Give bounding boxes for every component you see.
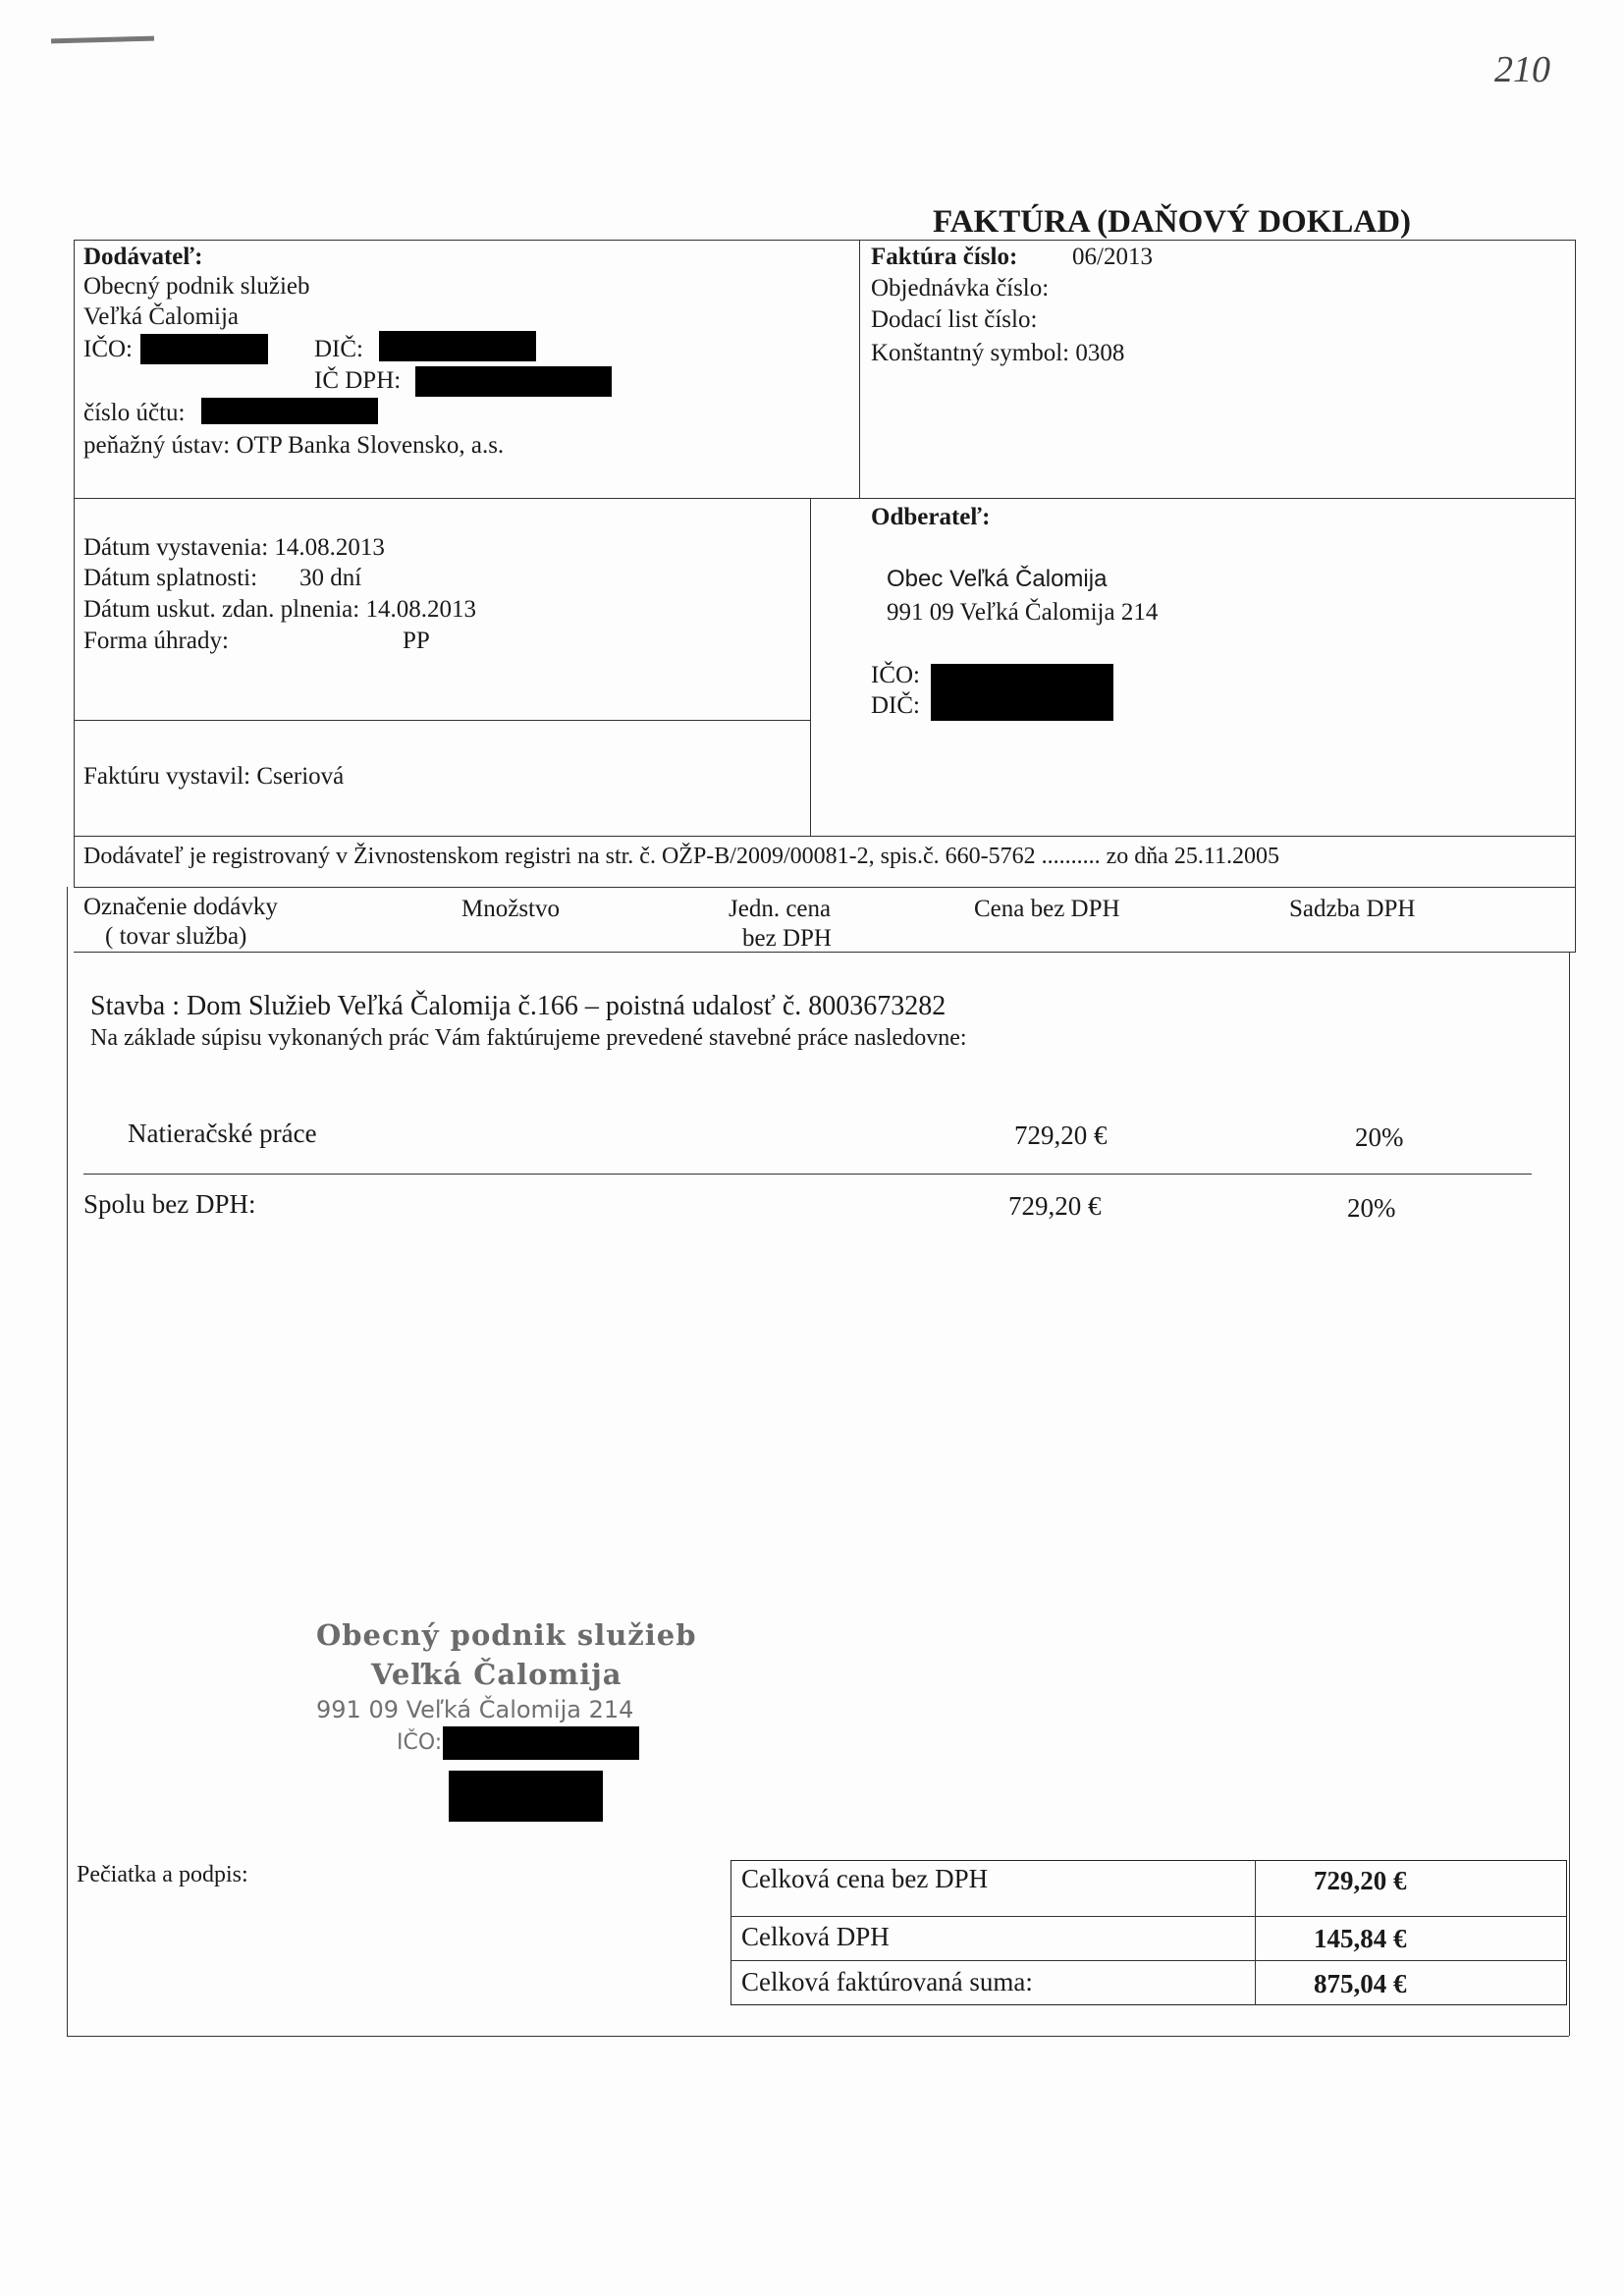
construction-title: Stavba : Dom Služieb Veľká Čalomija č.166 – poistná udalosť č. 8003673282 — [90, 991, 947, 1021]
frame-right-body — [1569, 952, 1570, 2036]
divider-dates-customer — [810, 498, 811, 837]
customer-label: Odberateľ: — [871, 504, 991, 530]
total-net-value: 729,20 € — [1314, 1866, 1407, 1895]
frame-left-registration — [74, 836, 75, 887]
totals-row-divider-1 — [730, 1916, 1567, 1917]
sum-label: Spolu bez DPH: — [83, 1189, 256, 1219]
stamp-line2: Veľká Čalomija — [371, 1658, 622, 1691]
redacted-supplier-account — [201, 398, 378, 424]
payment-value: PP — [403, 628, 430, 654]
col-price: Cena bez DPH — [974, 896, 1120, 922]
line-above-columns — [74, 887, 1576, 888]
invoice-number: 06/2013 — [1072, 244, 1153, 270]
due-label: Dátum splatnosti: — [83, 565, 258, 591]
intro-text: Na základe súpisu vykonaných prác Vám faktúrujeme prevedené stavebné práce nasledovne: — [90, 1025, 967, 1051]
col-item-l2: ( tovar služba) — [105, 923, 247, 950]
line-above-registration — [74, 836, 1576, 837]
frame-left-lower — [74, 720, 75, 836]
line-under-dates — [74, 720, 810, 721]
frame-left-line — [74, 240, 75, 721]
total-vat-label: Celková DPH — [741, 1922, 890, 1951]
frame-top-line — [74, 240, 1576, 241]
sum-divider — [83, 1174, 1532, 1175]
page-number: 210 — [1494, 49, 1550, 90]
customer-address: 991 09 Veľká Čalomija 214 — [887, 599, 1159, 626]
order-number-label: Objednávka číslo: — [871, 275, 1050, 301]
supplier-bank: peňažný ústav: OTP Banka Slovensko, a.s. — [83, 432, 505, 459]
stamp-ico-label: IČO: — [397, 1730, 443, 1755]
col-quantity: Množstvo — [461, 896, 560, 922]
redacted-supplier-ico — [140, 334, 268, 364]
payment-label: Forma úhrady: — [83, 628, 229, 654]
item-price: 729,20 € — [1014, 1121, 1108, 1150]
supplier-name-line1: Obecný podnik služieb — [83, 273, 310, 300]
divider-supplier-invoice — [859, 240, 860, 498]
supplier-dic-label: DIČ: — [314, 336, 363, 362]
totals-row-divider-2 — [730, 1960, 1567, 1961]
sum-price: 729,20 € — [1008, 1191, 1102, 1221]
total-net-label: Celková cena bez DPH — [741, 1864, 989, 1893]
line-under-supplier — [74, 498, 1576, 499]
supplier-label: Dodávateľ: — [83, 244, 203, 270]
supplier-ico-label: IČO: — [83, 336, 133, 362]
issue-date: Dátum vystavenia: 14.08.2013 — [83, 534, 385, 561]
stamp-line1: Obecný podnik služieb — [316, 1618, 697, 1652]
frame-right-line — [1575, 240, 1576, 952]
signature-label: Pečiatka a podpis: — [77, 1862, 248, 1887]
registration-note: Dodávateľ je registrovaný v Živnostenskom registri na str. č. OŽP-B/2009/00081-2, spis.č. 660-5762 .......... zo dňa 25.11.2005 — [83, 844, 1280, 869]
constant-symbol: Konštantný symbol: 0308 — [871, 340, 1125, 366]
col-unit-price-l2: bez DPH — [742, 925, 832, 952]
supplier-account-label: číslo účtu: — [83, 400, 186, 426]
redacted-supplier-dic — [379, 331, 536, 361]
supplier-icdph-label: IČ DPH: — [314, 367, 402, 394]
col-unit-price-l1: Jedn. cena — [729, 896, 832, 922]
redacted-signature — [449, 1771, 603, 1822]
customer-ico-label: IČO: — [871, 662, 920, 688]
customer-name: Obec Veľká Čalomija — [887, 566, 1108, 592]
issued-by: Faktúru vystavil: Cseriová — [83, 763, 345, 790]
total-vat-value: 145,84 € — [1314, 1924, 1407, 1953]
due-value: 30 dní — [299, 565, 362, 591]
sum-vat: 20% — [1347, 1193, 1396, 1223]
invoice-number-label: Faktúra číslo: — [871, 244, 1018, 270]
item-vat: 20% — [1355, 1122, 1404, 1152]
redacted-supplier-icdph — [415, 366, 612, 397]
col-item-l1: Označenie dodávky — [83, 894, 278, 920]
col-vat-rate: Sadzba DPH — [1289, 896, 1416, 922]
redacted-customer-ids — [931, 664, 1113, 721]
frame-left-body — [67, 887, 68, 2036]
redacted-stamp-ico — [443, 1726, 639, 1760]
frame-bottom-line — [67, 2036, 1569, 2037]
scan-mark — [51, 36, 154, 44]
delivery-note-label: Dodací list číslo: — [871, 306, 1038, 333]
supplier-name-line2: Veľká Čalomija — [83, 303, 240, 330]
document-title: FAKTÚRA (DAŇOVÝ DOKLAD) — [933, 204, 1412, 240]
total-sum-label: Celková faktúrovaná suma: — [741, 1967, 1033, 1996]
totals-col-divider — [1255, 1860, 1256, 2005]
supply-date: Dátum uskut. zdan. plnenia: 14.08.2013 — [83, 596, 476, 623]
customer-dic-label: DIČ: — [871, 692, 920, 719]
total-sum-value: 875,04 € — [1314, 1969, 1407, 1998]
item-name: Natieračské práce — [128, 1119, 317, 1148]
stamp-line3: 991 09 Veľká Čalomija 214 — [316, 1696, 634, 1723]
